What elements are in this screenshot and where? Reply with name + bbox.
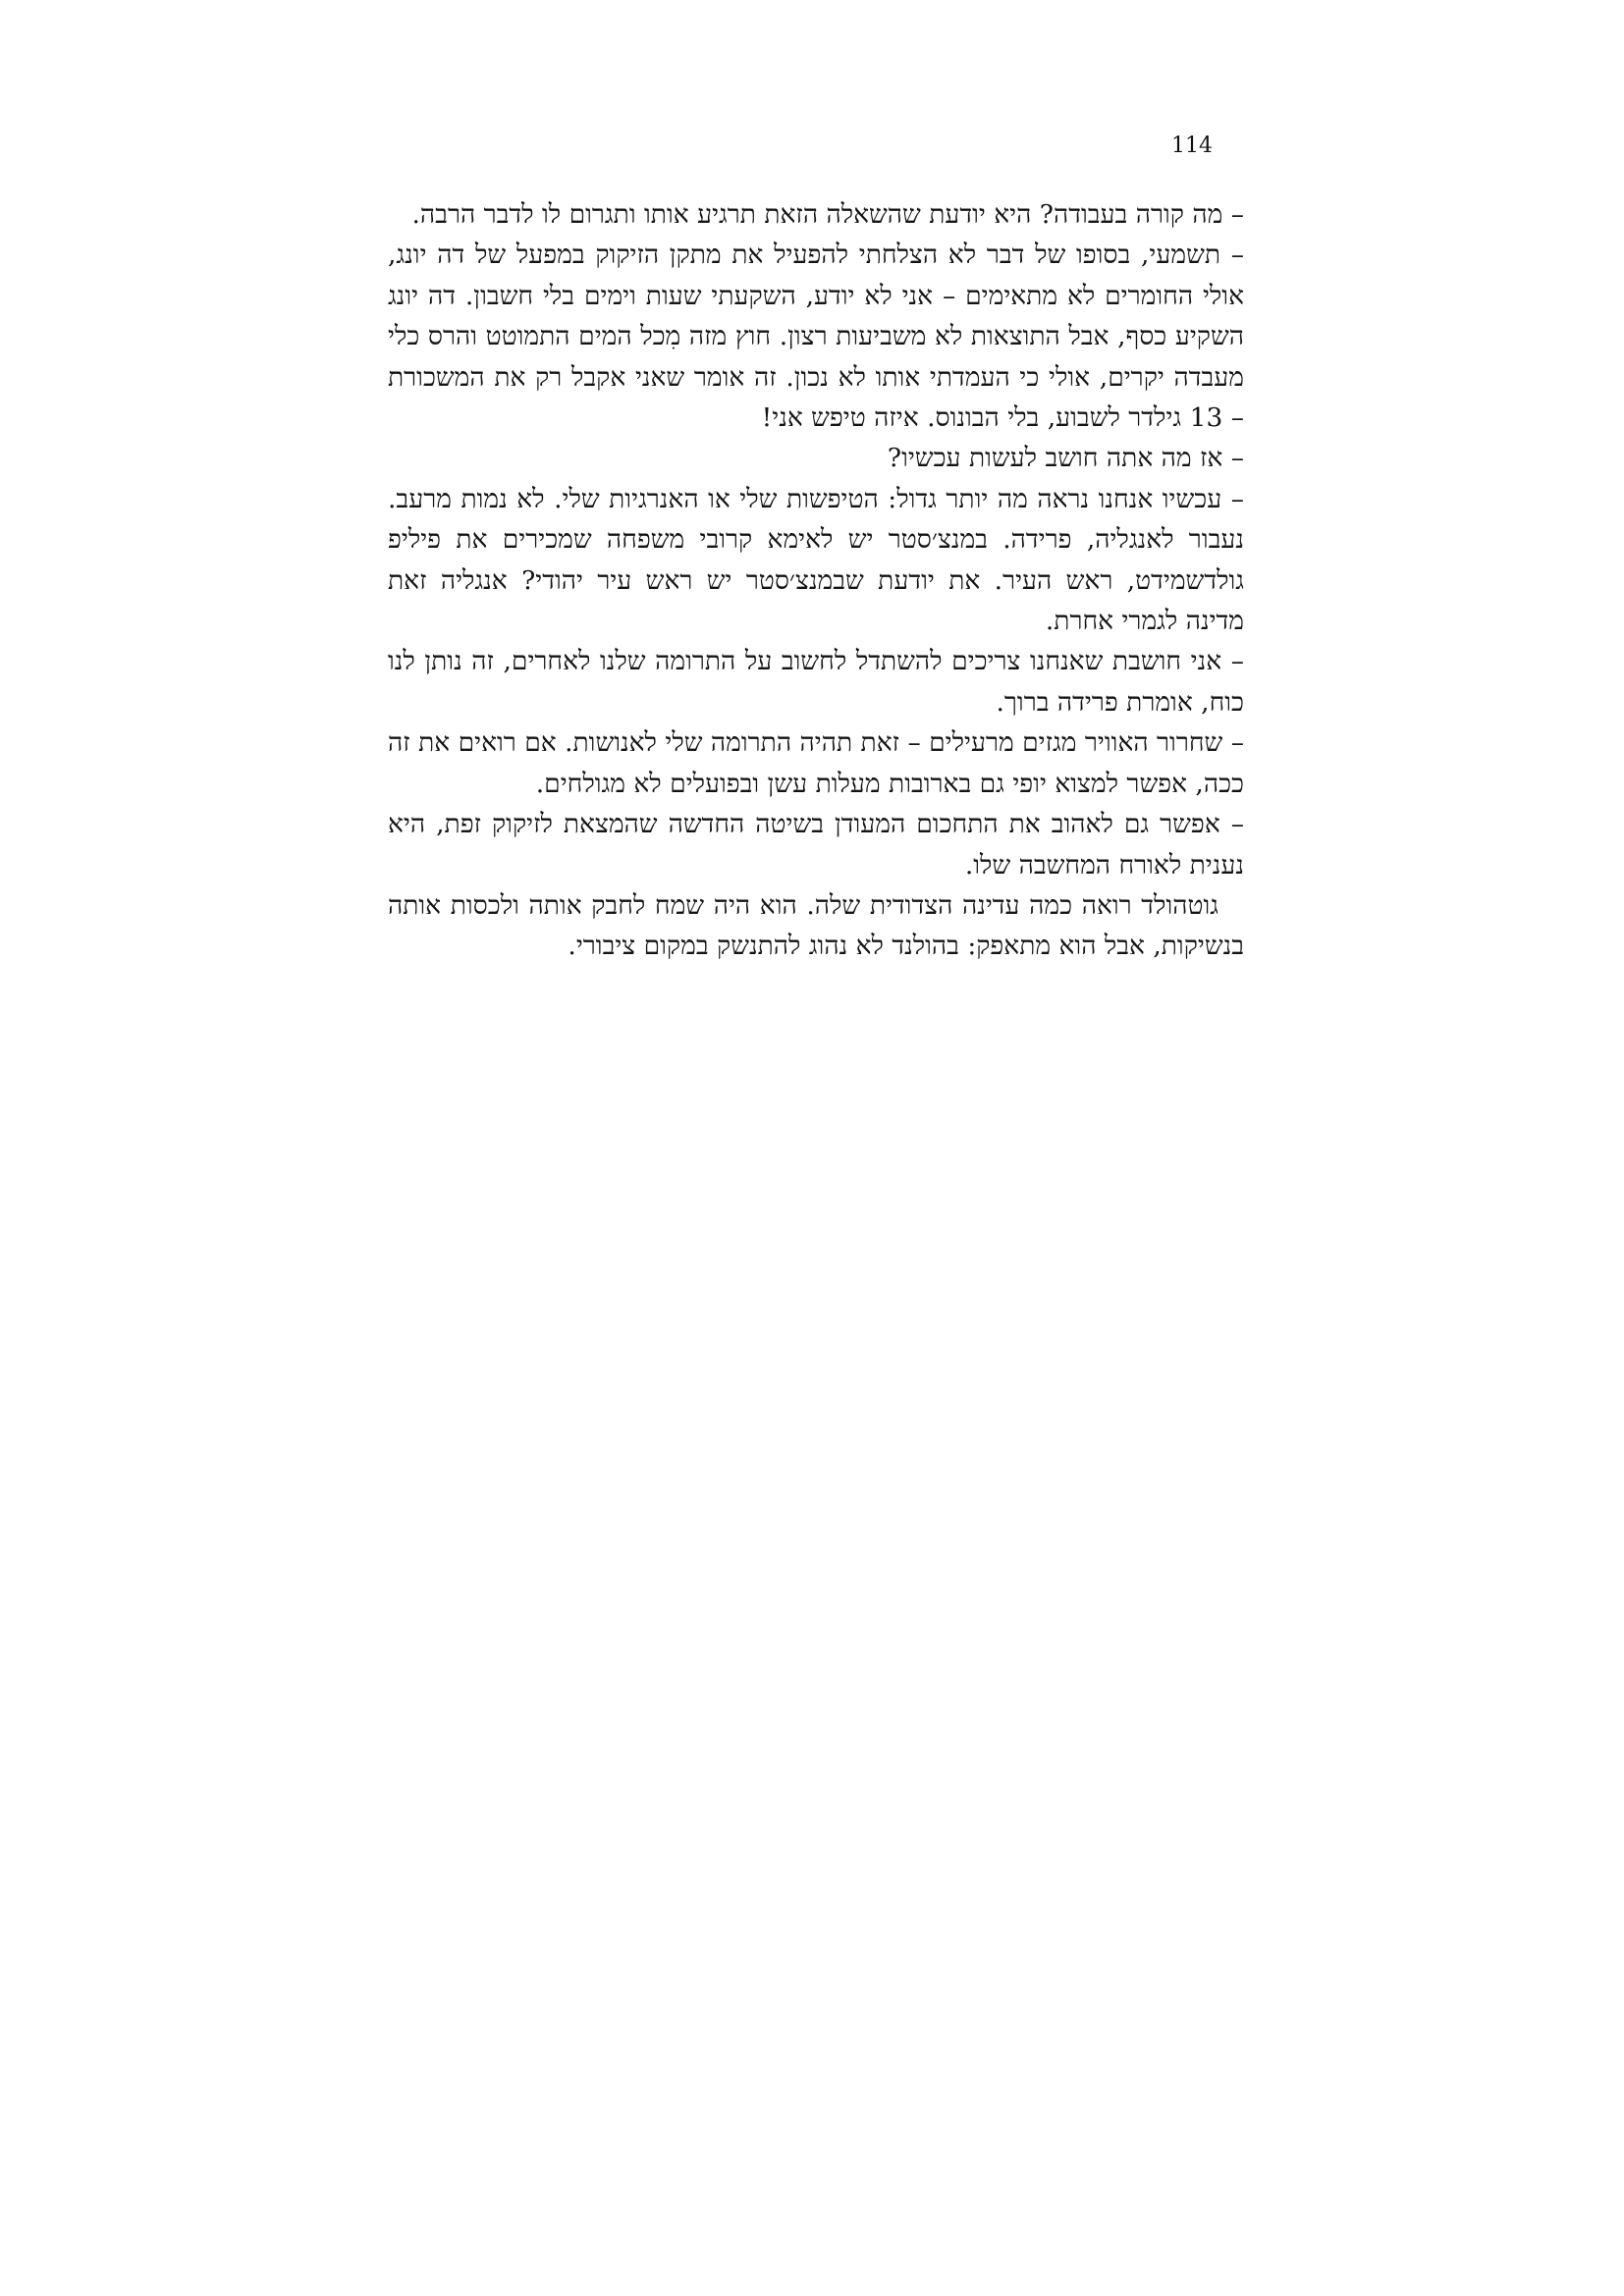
paragraph-3: – אז מה אתה חושב לעשות עכשיו? — [887, 443, 1244, 474]
page-number: 114 — [1171, 133, 1213, 158]
paragraph-2: – תשמעי, בסופו של דבר לא הצלחתי להפעיל את מתקן הזיקוק במפעל של דה יונג, אולי החומרים לא מתאימים – אני לא יודע, השקעתי שעות וימים בלי חשבון. דה יונג השקיע כסף, אבל התוצאות לא משביעות רצון. חוץ מזה מִכל המים התמוטט והרס כלי מעבדה יקרים, אולי כי העמדתי אותו לא נכון. זה אומר שאני אקבל רק את המשכורת – 13 גילדר לשבוע, בלי הבונוס. איזה טיפש אני! — [388, 240, 1244, 434]
paragraph-6: – שחרור האוויר מגזים מרעילים – זאת תהיה התרומה שלי לאנושות. אם רואים את זה ככה, אפשר למצוא יופי גם בארובות מעלות עשן ובפועלים לא מגולחים. — [388, 727, 1244, 799]
paragraph-1: – מה קורה בעבודה? היא יודעת שהשאלה הזאת תרגיע אותו ותגרום לו לדבר הרבה. — [411, 199, 1244, 230]
body-text — [388, 194, 1244, 967]
paragraph-4: – עכשיו אנחנו נראה מה יותר גדול: הטיפשות שלי או האנרגיות שלי. לא נמות מרעב. נעבור לאנגליה, פרידה. במנצ׳סטר יש לאימא קרובי משפחה שמכירים את פיליפ גולדשמידט, ראש העיר. את יודעת שבמנצ׳סטר יש ראש עיר יהודי? אנגליה זאת מדינה לגמרי אחרת. — [388, 483, 1244, 637]
paragraph-7: – אפשר גם לאהוב את התחכום המעודן בשיטה החדשה שהמצאת לזיקוק זפת, היא נענית לאורח המחשבה שלו. — [388, 809, 1244, 881]
paragraph-5: – אני חושבת שאנחנו צריכים להשתדל לחשוב על התרומה שלנו לאחרים, זה נותן לנו כוח, אומרת פרידה ברוך. — [388, 646, 1244, 718]
paragraph-8: גוטהולד רואה כמה עדינה הצדודית שלה. הוא היה שמח לחבק אותה ולכסות אותה בנשיקות, אבל הוא מתאפק: בהולנד לא נהוג להתנשק במקום ציבורי. — [388, 889, 1244, 962]
